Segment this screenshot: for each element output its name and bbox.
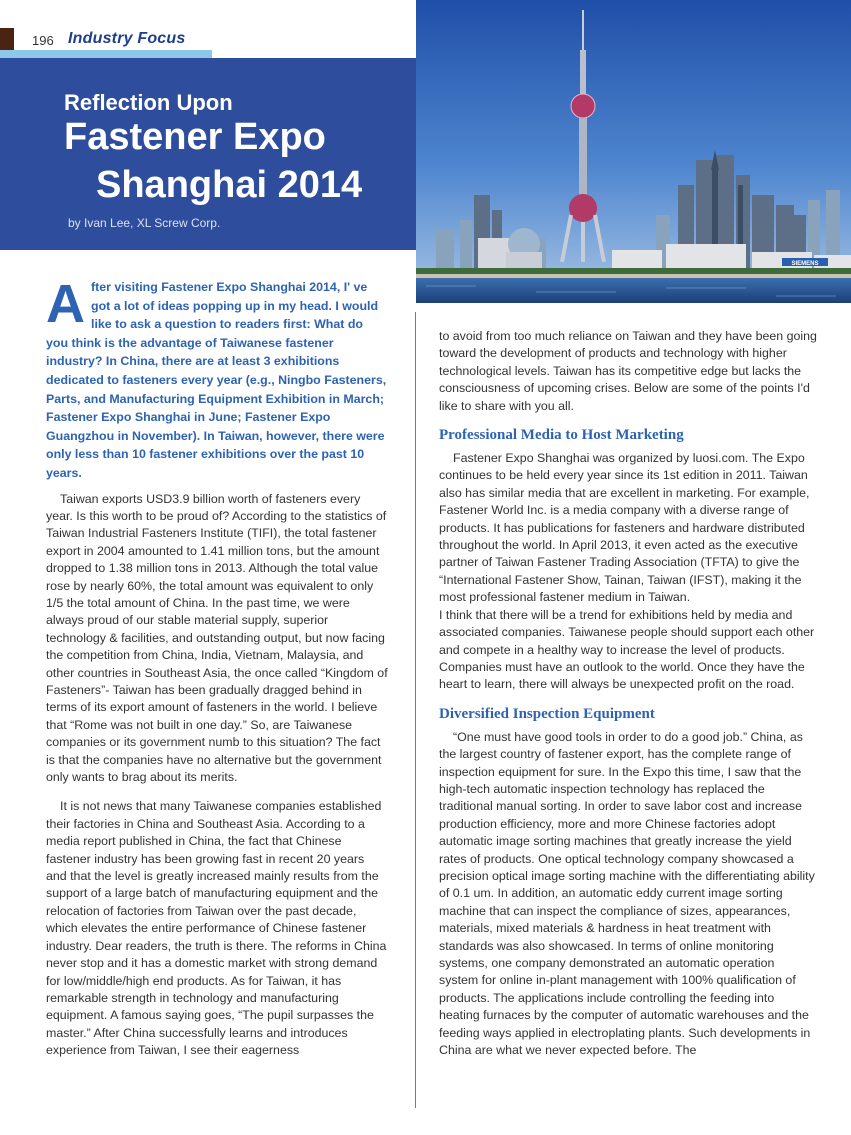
byline: by Ivan Lee, XL Screw Corp. xyxy=(68,216,221,230)
article-column-left xyxy=(46,274,388,1072)
paragraph-3: to avoid from too much reliance on Taiwan and they have been going toward the development of products and technology with higher technological levels. Taiwan has its competitive edge but lacks the consciousness of upcoming crises. Below are some of the points I'd like to share with you all. xyxy=(439,329,817,413)
article-column-right xyxy=(439,328,817,1071)
page-number: 196 xyxy=(32,33,54,48)
column-divider xyxy=(415,312,416,1108)
title-line-2: Shanghai 2014 xyxy=(96,164,363,206)
drop-cap: A xyxy=(46,274,85,334)
shanghai-skyline-photo xyxy=(416,0,851,303)
section-underline xyxy=(0,50,212,58)
heading-inspection-equipment: Diversified Inspection Equipment xyxy=(439,705,655,722)
paragraph-4: Fastener Expo Shanghai was organized by luosi.com. The Expo continues to be held every year since its 1st edition in 2011. Taiwan also has similar media that are excellent in marketing. For example, Fastener World Inc. is a media company with a diverse range of products. It has publications for fasteners and hardware distributed throughout the world. In April 2013, it even acted as the executive partner of Taiwan Fastener Trading Association (TFTA) to give the “International Fastener Show, Tainan, Taiwan (IFST), making it the most professional fastener medium in Taiwan. xyxy=(439,451,810,605)
lead-paragraph xyxy=(46,274,388,483)
paragraph-6: “One must have good tools in order to do a good job.” China, as the largest country of fastener export, has the complete range of inspection equipment for sure. In the Expo this time, I saw that the high-tech automatic inspection technology has replaced the traditional manual sorting. In order to save labor cost and increase production efficiency, more and more Chinese factories adopt automatic image sorting machines that greatly increase the yield rates of products. One optical technology company showcased a precision optical image sorting machine with the differentiating ability of 0.1 um. In addition, an automatic eddy current image sorting machine that can inspect the compliance of sizes, appearances, materials, mixed materials & hardness in heat treatment with standards was also showcased. In terms of online monitoring systems, one company demonstrated an automatic operation system for online in-plant management with 100% qualification of products. The applications include controlling the feeding into heating furnaces by the computer of automatic warehouses and the feeding ways applied in electroplating plants. Such developments in China are what we never expected before. The xyxy=(439,729,815,1058)
title-kicker: Reflection Upon xyxy=(64,90,233,115)
paragraph-1: Taiwan exports USD3.9 billion worth of fasteners every year. Is this worth to be proud of? According to the statistics of Taiwan Industrial Fasteners Institute (TIFI), the total fastener export in 2004 amounted to 1.41 million tons, but the amount dropped to 1.38 million tons in 2013. Although the total value rose by nearly 60%, the total amount was equivalent to only 1/5 the total amount of China. In the past time, we were always proud of our stable material supply, superior technology & facilities, and outstanding output, but now facing the competition from China, India, Vietnam, Malaysia, and other countries in Southeast Asia, the once called “Kingdom of Fasteners”- Taiwan has been gradually dragged behind in terms of its export amount of fasteners in the world. I believe that “Rome was not built in one day.” So, are Taiwanese companies or its government numb to this situation? The fact is that the companies have no alternative but the government only wants to brag about its merits. xyxy=(46,491,388,785)
title-block xyxy=(0,58,416,250)
paragraph-5: I think that there will be a trend for exhibitions held by media and associated companies. Taiwanese people should support each other and compete in a healthy way to increase the level of products. Companies must have an outlook to the world. Once they have the heart to learn, there will always be unexpected profit on the road. xyxy=(439,607,815,692)
section-name: Industry Focus xyxy=(68,30,186,47)
paragraph-2: It is not news that many Taiwanese companies established their factories in China and Southeast Asia. According to a media report published in China, the fact that Chinese fastener industry has been growing fast in recent 20 years and that the level is greatly increased mainly results from the support of a large batch of manufacturing equipment and the relocation of factories from Taiwan over the past decade, which elevates the entire performance of Chinese fastener industry. Dear readers, the truth is there. The reforms in China never stop and it has a domestic market with strong demand for low/middle/high end products. As for Taiwan, it has remarkable strength in technology and manufacturing equipment. A famous saying goes, “The pupil surpasses the master.” After China successfully learns and introduces experience from Taiwan, I see their eagerness xyxy=(46,799,387,1058)
page-marker xyxy=(0,28,14,50)
lead-text: fter visiting Fastener Expo Shanghai 2014, I' ve got a lot of ideas popping up in my head. I would like to ask a question to readers first: What do you think is the advantage of Taiwanese fastener industry? In China, there are at least 3 exhibitions dedicated to fasteners every year (e.g., Ningbo Fasteners, Parts, and Manufacturing Equipment Exhibition in March; Fastener Expo Shanghai in June; Fastener Expo Guangzhou in November). In Taiwan, however, there were only less than 10 fastener exhibitions over the past 10 years. xyxy=(46,280,387,480)
heading-professional-media: Professional Media to Host Marketing xyxy=(439,427,684,444)
title-line-1: Fastener Expo xyxy=(64,116,326,158)
siemens-sign: SIEMENS xyxy=(791,261,819,267)
